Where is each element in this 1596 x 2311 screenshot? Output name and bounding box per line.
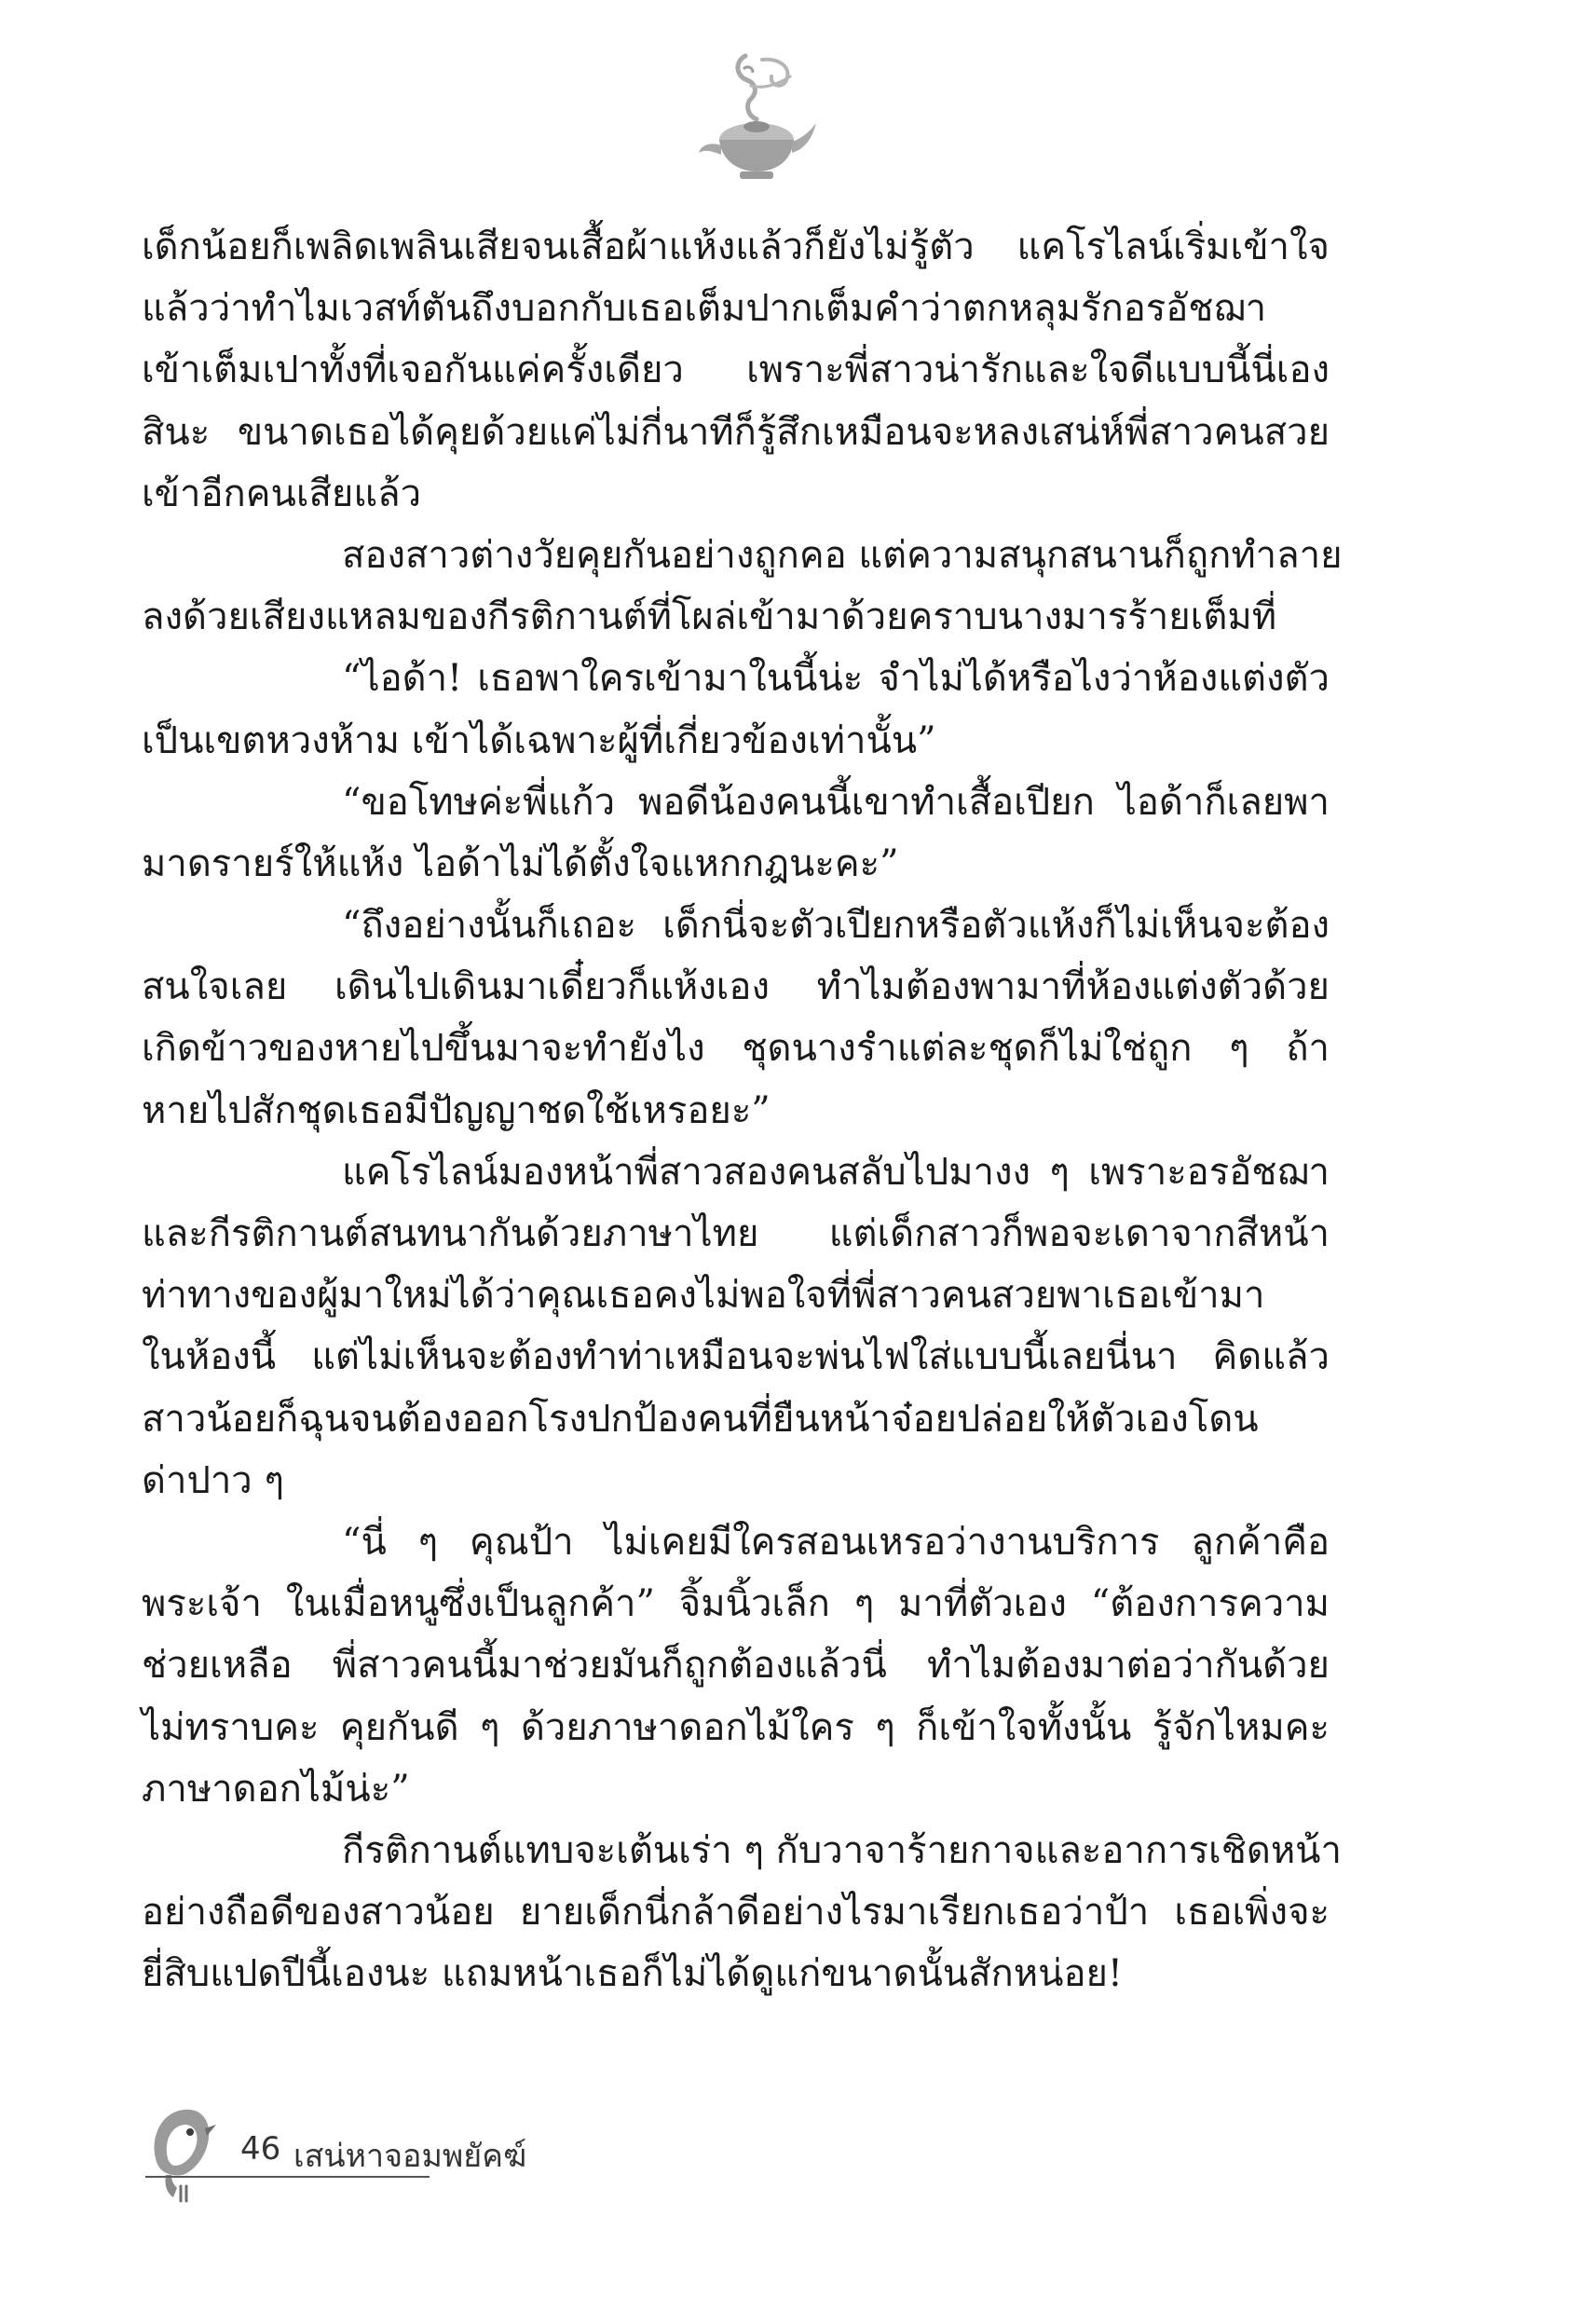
- book-title: เสน่หาจอมพยัคฆ์: [293, 2138, 527, 2175]
- text-line: เกิดข้าวของหายไปขึ้นมาจะทำยังไง ชุดนางรำแต่ละชุดก็ไม่ใช่ถูก ๆ ถ้า: [142, 1027, 1330, 1071]
- text-line: เข้าอีกคนเสียแล้ว: [142, 472, 422, 515]
- bird-icon: [140, 2097, 242, 2236]
- body-text: [142, 216, 1343, 2004]
- text-line: “ถึงอย่างนั้นก็เถอะ เด็กนี่จะตัวเปียกหรือตัวแห้งก็ไม่เห็นจะต้อง: [342, 904, 1330, 948]
- text-line: ด่าปาว ๆ: [142, 1458, 284, 1502]
- text-line: “ไอด้า! เธอพาใครเข้ามาในนี้น่ะ จำไม่ได้หรือไงว่าห้องแต่งตัว: [342, 657, 1330, 701]
- text-line: ไม่ทราบคะ คุยกันดี ๆ ด้วยภาษาดอกไม้ใคร ๆ ก็เข้าใจทั้งนั้น รู้จักไหมคะ: [142, 1705, 1330, 1749]
- text-line: ท่าทางของผู้มาใหม่ได้ว่าคุณเธอคงไม่พอใจที่พี่สาวคนสวยพาเธอเข้ามา: [142, 1274, 1265, 1318]
- page-footer: [140, 2097, 559, 2236]
- text-line: สินะ ขนาดเธอได้คุยด้วยแค่ไม่กี่นาทีก็รู้สึกเหมือนจะหลงเสน่ห์พี่สาวคนสวย: [142, 410, 1330, 454]
- text-line: กีรติกานต์แทบจะเต้นเร่า ๆ กับวาจาร้ายกาจและอาการเชิดหน้า: [342, 1828, 1342, 1872]
- text-line: มาดรายร์ให้แห้ง ไอด้าไม่ได้ตั้งใจแหกกฎนะคะ”: [142, 841, 899, 885]
- text-line: สองสาวต่างวัยคุยกันอย่างถูกคอ แต่ความสนุกสนานก็ถูกทำลาย: [342, 533, 1343, 577]
- text-line: เป็นเขตหวงห้าม เข้าได้เฉพาะผู้ที่เกี่ยวข้องเท่านั้น”: [142, 718, 936, 762]
- text-line: อย่างถือดีของสาวน้อย ยายเด็กนี่กล้าดีอย่างไรมาเรียกเธอว่าป้า เธอเพิ่งจะ: [142, 1891, 1330, 1935]
- text-line: เด็กน้อยก็เพลิดเพลินเสียจนเสื้อผ้าแห้งแล้วก็ยังไม่รู้ตัว แคโรไลน์เริ่มเข้าใจ: [142, 226, 1330, 268]
- text-line: สนใจเลย เดินไปเดินมาเดี๋ยวก็แห้งเอง ทำไมต้องพามาที่ห้องแต่งตัวด้วย: [142, 965, 1330, 1009]
- text-line: “ขอโทษค่ะพี่แก้ว พอดีน้องคนนี้เขาทำเสื้อเปียก ไอด้าก็เลยพา: [342, 780, 1330, 824]
- text-line: พระเจ้า ในเมื่อหนูซึ่งเป็นลูกค้า” จิ้มนิ้วเล็ก ๆ มาที่ตัวเอง “ต้องการความ: [142, 1582, 1330, 1626]
- genie-lamp-icon: [689, 48, 820, 188]
- text-line: ช่วยเหลือ พี่สาวคนนี้มาช่วยมันก็ถูกต้องแล้วนี่ ทำไมต้องมาต่อว่ากันด้วย: [142, 1644, 1330, 1688]
- text-line: ยี่สิบแปดปีนี้เองนะ แถมหน้าเธอก็ไม่ได้ดูแก่ขนาดนั้นสักหน่อย!: [142, 1952, 1124, 1996]
- text-line: แล้วว่าทำไมเวสท์ตันถึงบอกกับเธอเต็มปากเต็มคำว่าตกหลุมรักอรอัชฌา: [142, 287, 1267, 331]
- text-line: สาวน้อยก็ฉุนจนต้องออกโรงปกป้องคนที่ยืนหน้าจ๋อยปล่อยให้ตัวเองโดน: [142, 1397, 1259, 1441]
- page-number: 46: [240, 2130, 281, 2167]
- text-line: หายไปสักชุดเธอมีปัญญาชดใช้เหรอยะ”: [142, 1088, 771, 1132]
- text-line: เข้าเต็มเปาทั้งที่เจอกันแค่ครั้งเดียว เพราะพี่สาวน่ารักและใจดีแบบนี้นี่เอง: [142, 349, 1330, 392]
- text-line: ลงด้วยเสียงแหลมของกีรติกานต์ที่โผล่เข้ามาด้วยคราบนางมารร้ายเต็มที่: [142, 595, 1277, 639]
- text-line: “นี่ ๆ คุณป้า ไม่เคยมีใครสอนเหรอว่างานบริการ ลูกค้าคือ: [342, 1520, 1330, 1564]
- text-line: แคโรไลน์มองหน้าพี่สาวสองคนสลับไปมางง ๆ เพราะอรอัชฌา: [342, 1150, 1330, 1194]
- text-line: ในห้องนี้ แต่ไม่เห็นจะต้องทำท่าเหมือนจะพ่นไฟใส่แบบนี้เลยนี่นา คิดแล้ว: [142, 1335, 1330, 1379]
- text-line: ภาษาดอกไม้น่ะ”: [142, 1767, 410, 1811]
- text-line: และกีรติกานต์สนทนากันด้วยภาษาไทย แต่เด็กสาวก็พอจะเดาจากสีหน้า: [142, 1212, 1330, 1255]
